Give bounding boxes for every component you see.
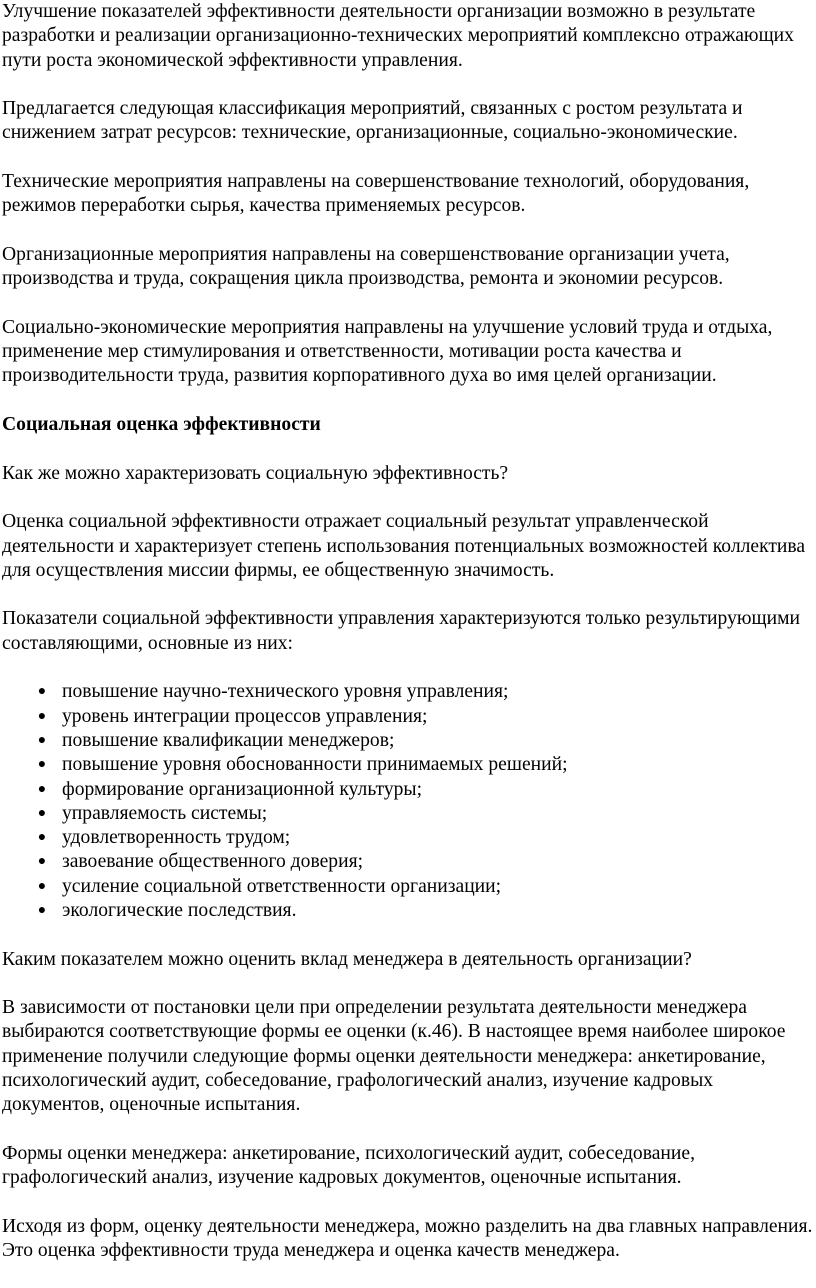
list-item (2, 729, 814, 753)
list-item (2, 899, 814, 923)
paragraph-evaluation-forms: В зависимости от постановки цели при определении результата деятельности менеджера выбираются соответствующие формы ее оценки (к.46). В настоящее время наиболее широкое применение получили следующие формы оценки деятельности менеджера: анкетирование, психологический аудит, собеседование, графологический анализ, изучение кадровых документов, оценочные испытания. (2, 997, 786, 1116)
list-item-text: усиление социальной ответственности организации; (62, 875, 502, 897)
list-item (2, 850, 814, 874)
paragraph-two-directions: Исходя из форм, оценку деятельности менеджера, можно разделить на два главных направления. Это оценка эффективности труда менеджера и оценка качеств менеджера. (2, 1215, 813, 1262)
paragraph-technical: Технические мероприятия направлены на совершенствование технологий, оборудования, режимов переработки сырья, качества применяемых ресурсов. (2, 171, 750, 217)
list-item-text: управляемость системы; (62, 802, 268, 824)
indicators-list (2, 680, 814, 923)
paragraph-organizational: Организационные мероприятия направлены на совершенствование организации учета, производства и труда, сокращения цикла производства, ремонта и экономии ресурсов. (2, 243, 730, 290)
paragraph-question-manager: Каким показателем можно оценить вклад менеджера в деятельность организации? (2, 948, 692, 970)
bullet-icon: ● (37, 830, 47, 846)
paragraph-question-social: Как же можно характеризовать социальную эффективность? (2, 462, 509, 484)
paragraph-indicators-intro: Показатели социальной эффективности управления характеризуются только результирующими составляющими, основные из них: (2, 608, 800, 654)
bullet-icon: ● (37, 684, 47, 700)
bullet-icon: ● (37, 878, 47, 894)
bullet-icon: ● (37, 781, 47, 797)
paragraph-improvement: Улучшение показателей эффективности деятельности организации возможно в результате разработки и реализации организационно-технических мероприятий комплексно отражающих пути роста экономической эффективности управления. (2, 1, 794, 71)
bullet-icon: ● (37, 708, 47, 724)
list-item-text: повышение уровня обоснованности принимаемых решений; (62, 754, 568, 776)
list-item-text: удовлетворенность трудом; (62, 827, 291, 849)
list-item (2, 680, 814, 704)
list-item-text: формирование организационной культуры; (62, 778, 423, 800)
list-item-text: экологические последствия. (62, 899, 297, 921)
list-item (2, 753, 814, 777)
bullet-icon: ● (37, 732, 47, 748)
paragraph-classification: Предлагается следующая классификация мероприятий, связанных с ростом результата и снижением затрат ресурсов: технические, организационные, социально-экономические. (2, 98, 743, 144)
list-item-text: повышение квалификации менеджеров; (62, 729, 395, 751)
list-item (2, 875, 814, 899)
bullet-icon: ● (37, 902, 47, 918)
list-item (2, 802, 814, 826)
list-item (2, 705, 814, 729)
bullet-icon: ● (37, 757, 47, 773)
list-item-text: повышение научно-технического уровня управления; (62, 681, 509, 703)
list-item-text: завоевание общественного доверия; (62, 851, 364, 873)
bullet-icon: ● (37, 854, 47, 870)
section-heading: Социальная оценка эффективности (2, 414, 321, 436)
list-item-text: уровень интеграции процессов управления; (62, 705, 428, 727)
paragraph-social-assessment: Оценка социальной эффективности отражает социальный результат управленческой деятельности и характеризует степень использования потенциальных возможностей коллектива для осуществления миссии фирмы, ее общественную значимость. (2, 511, 806, 581)
bullet-icon: ● (37, 805, 47, 821)
list-item (2, 778, 814, 802)
list-item (2, 826, 814, 850)
paragraph-forms-summary: Формы оценки менеджера: анкетирование, психологический аудит, собеседование, графологический анализ, изучение кадровых документов, оценочные испытания. (2, 1142, 695, 1189)
paragraph-socio-economic: Социально-экономические мероприятия направлены на улучшение условий труда и отдыха, применение мер стимулирования и ответственности, мотивации роста качества и производительности труда, развития корпоративного духа во имя целей организации. (2, 316, 773, 387)
